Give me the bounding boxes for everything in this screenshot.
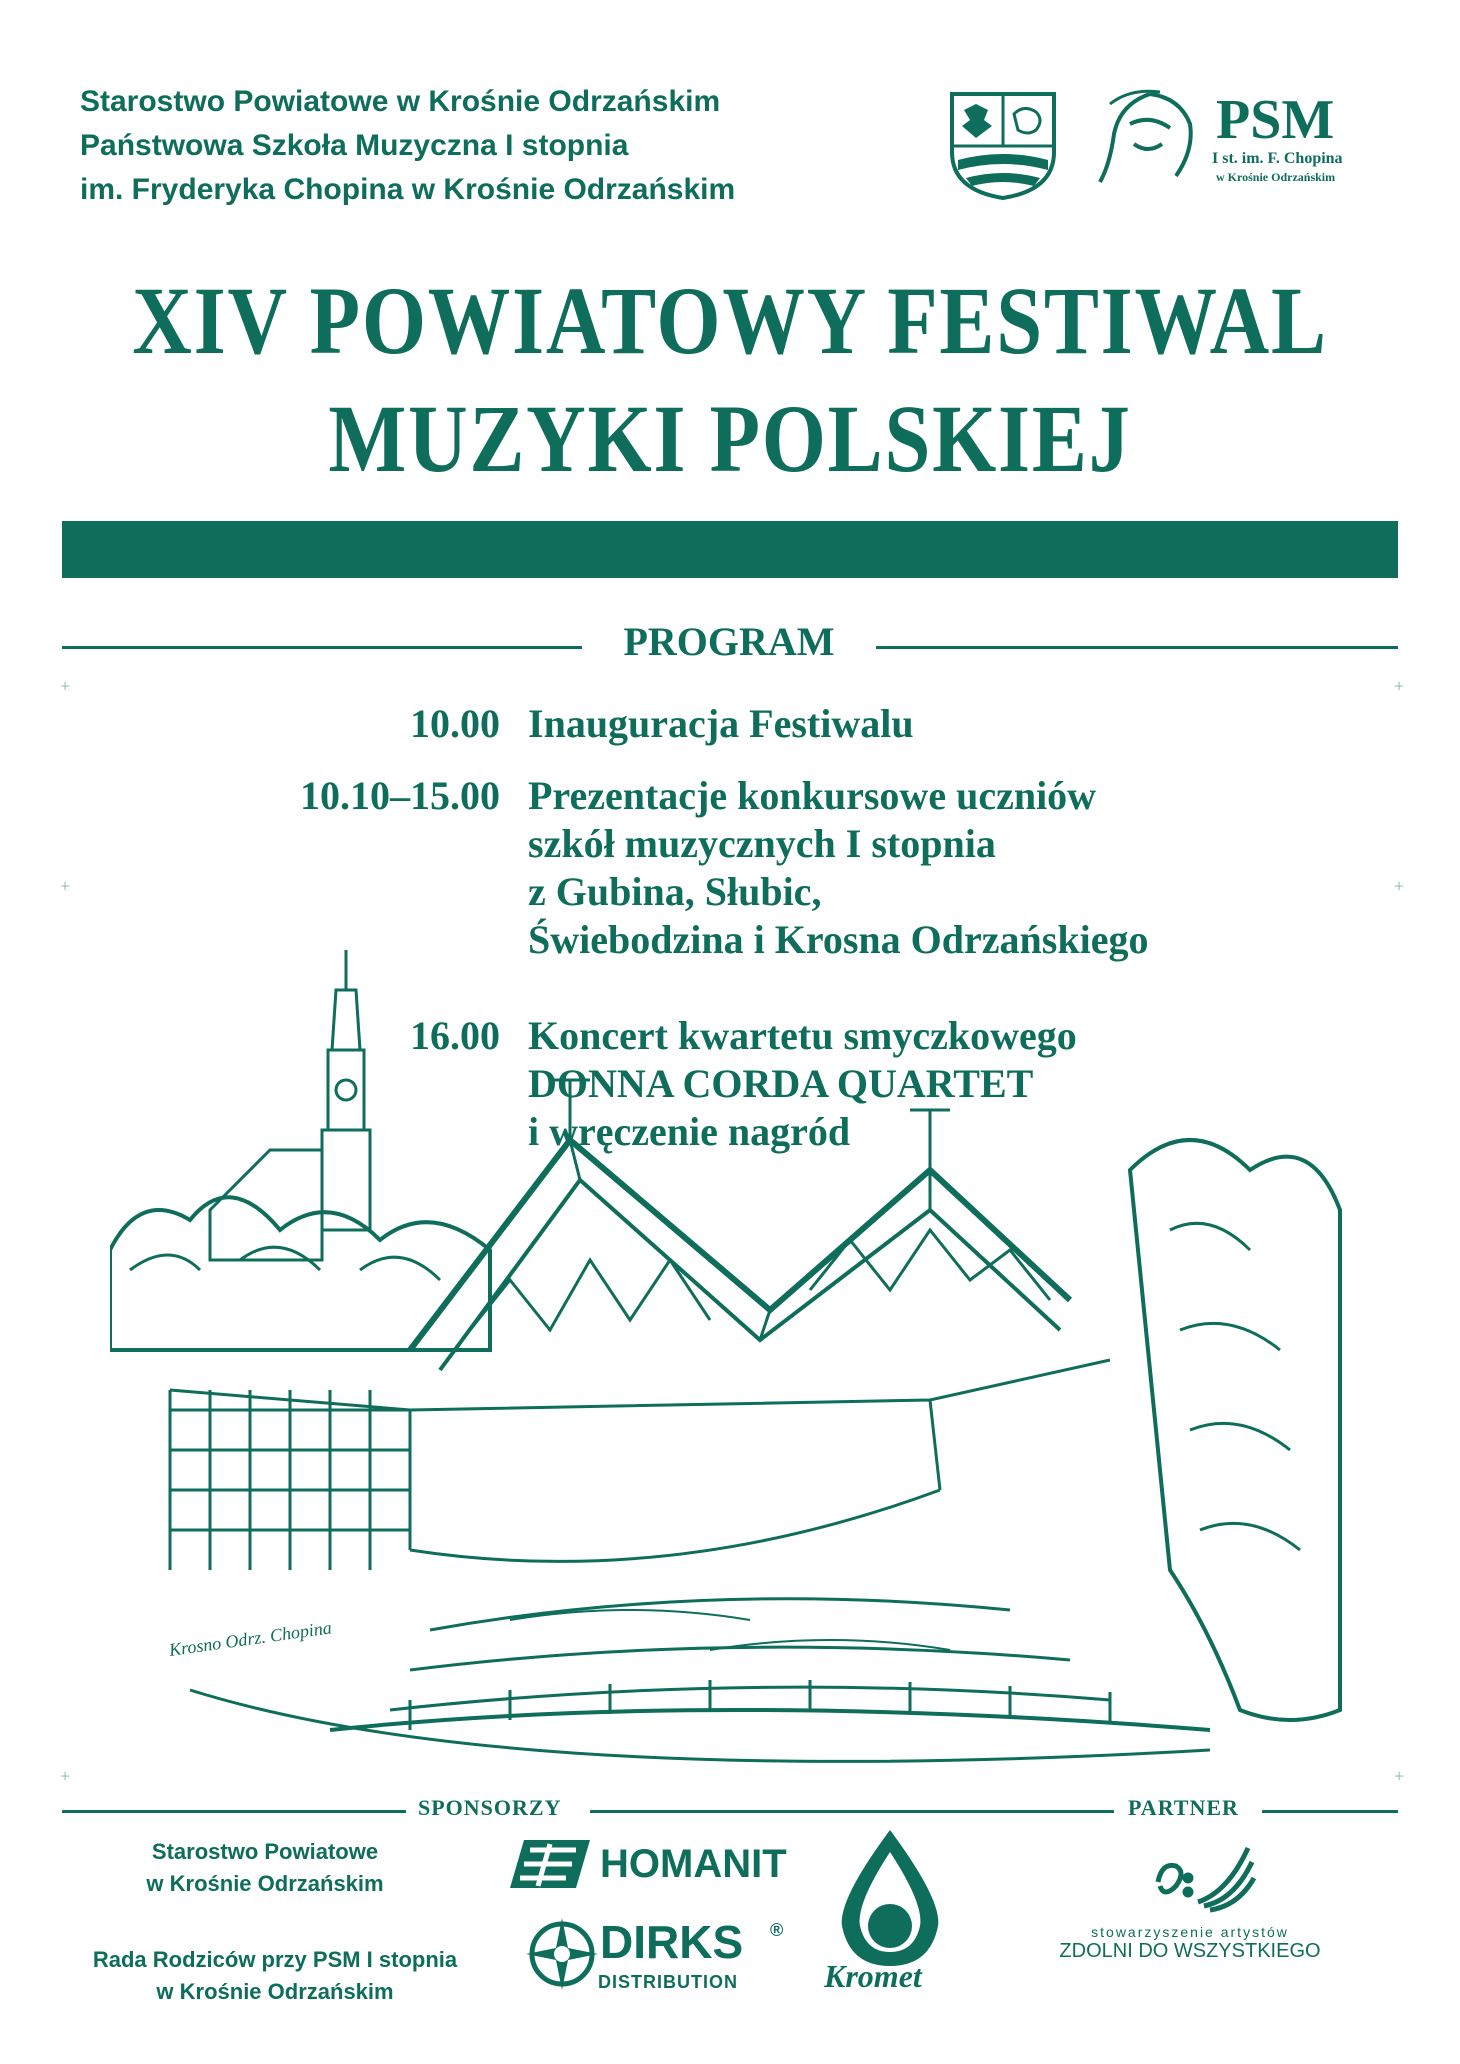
dirks-registered-mark: ® (770, 1920, 784, 1940)
program-time: 10.10–15.00 (300, 773, 500, 818)
program-line: Prezentacje konkursowe uczniów (528, 773, 1097, 818)
homanit-name: HOMANIT (600, 1842, 787, 1886)
program-line: i wręczenie nagród (528, 1109, 851, 1154)
organizer-block (80, 80, 735, 212)
sponsor-line: Rada Rodziców przy PSM I stopnia (92, 1947, 458, 1972)
registration-mark: + (1394, 1766, 1405, 1786)
registration-mark: + (1394, 876, 1405, 896)
dirks-logo (526, 1918, 598, 1995)
title-band (62, 521, 1398, 578)
organizer-line-1: Starostwo Powiatowe w Krośnie Odrzańskim (80, 85, 721, 118)
program-line: Inauguracja Festiwalu (528, 701, 914, 746)
title-line-1: XIV POWIATOWY FESTIWAL (132, 267, 1328, 374)
county-crest-logo (948, 90, 1058, 207)
program-line: DONNA CORDA QUARTET (528, 1061, 1034, 1106)
partner-heading: PARTNER (1128, 1795, 1239, 1820)
registration-mark: + (60, 1766, 71, 1786)
homanit-logo (510, 1836, 590, 1897)
program-entry (528, 700, 914, 748)
dirks-compass-icon (526, 1918, 598, 1990)
program-heading: PROGRAM (623, 619, 835, 664)
sponsor-rada-rodzicow (70, 1944, 480, 2008)
sponsor-line: w Krośnie Odrzańskim (146, 1871, 384, 1896)
footer-rule-left (62, 1810, 406, 1813)
psm-subtitle-1: I st. im. F. Chopina (1212, 150, 1343, 167)
partner-logo (1148, 1842, 1258, 1923)
sponsors-heading: SPONSORZY (418, 1795, 562, 1820)
kromet-name: Kromet (824, 1958, 922, 1994)
kromet-drop-icon (828, 1830, 952, 1970)
sponsor-starostwo (100, 1836, 430, 1900)
psm-title: PSM (1216, 89, 1335, 151)
footer-rule-middle (590, 1810, 1114, 1813)
program-rule-left (62, 646, 582, 649)
program-line: Świebodzina i Krosna Odrzańskiego (528, 917, 1149, 962)
drawing-signature: Krosno Odrz. Chopina (167, 1617, 333, 1660)
psm-subtitle-2: w Krośnie Odrzańskim (1216, 170, 1336, 184)
title-line-2: MUZYKI POLSKIEJ (328, 385, 1132, 492)
homanit-icon (510, 1836, 590, 1892)
dirks-name: DIRKS (600, 1916, 744, 1968)
program-time: 16.00 (410, 1013, 500, 1058)
program-rule-right (876, 646, 1398, 649)
psm-school-logo (1090, 84, 1390, 199)
registration-mark: + (1394, 676, 1405, 696)
program-line: Koncert kwartetu smyczkowego (528, 1013, 1077, 1058)
sponsor-line: w Krośnie Odrzańskim (156, 1979, 394, 2004)
partner-association: stowarzyszenie artystów (1091, 1924, 1289, 1940)
program-time: 10.00 (410, 701, 500, 746)
footer-rule-right (1262, 1810, 1398, 1813)
festival-title (102, 262, 1358, 498)
registration-mark: + (60, 676, 71, 696)
organizer-line-3: im. Fryderyka Chopina w Krośnie Odrzańskim (80, 173, 736, 206)
bridge-drawing (110, 930, 1350, 1795)
partner-name: ZDOLNI DO WSZYSTKIEGO (1059, 1940, 1321, 1962)
registration-mark: + (60, 876, 71, 896)
dirks-subtitle: DISTRIBUTION (598, 1972, 738, 1992)
sponsor-line: Starostwo Powiatowe (151, 1839, 379, 1864)
organizer-line-2: Państwowa Szkoła Muzyczna I stopnia (80, 129, 629, 162)
program-line: z Gubina, Słubic, (528, 869, 822, 914)
treble-clef-wing-icon (1148, 1842, 1258, 1918)
kromet-logo (828, 1830, 952, 1975)
program-line: szkół muzycznych I stopnia (528, 821, 996, 866)
